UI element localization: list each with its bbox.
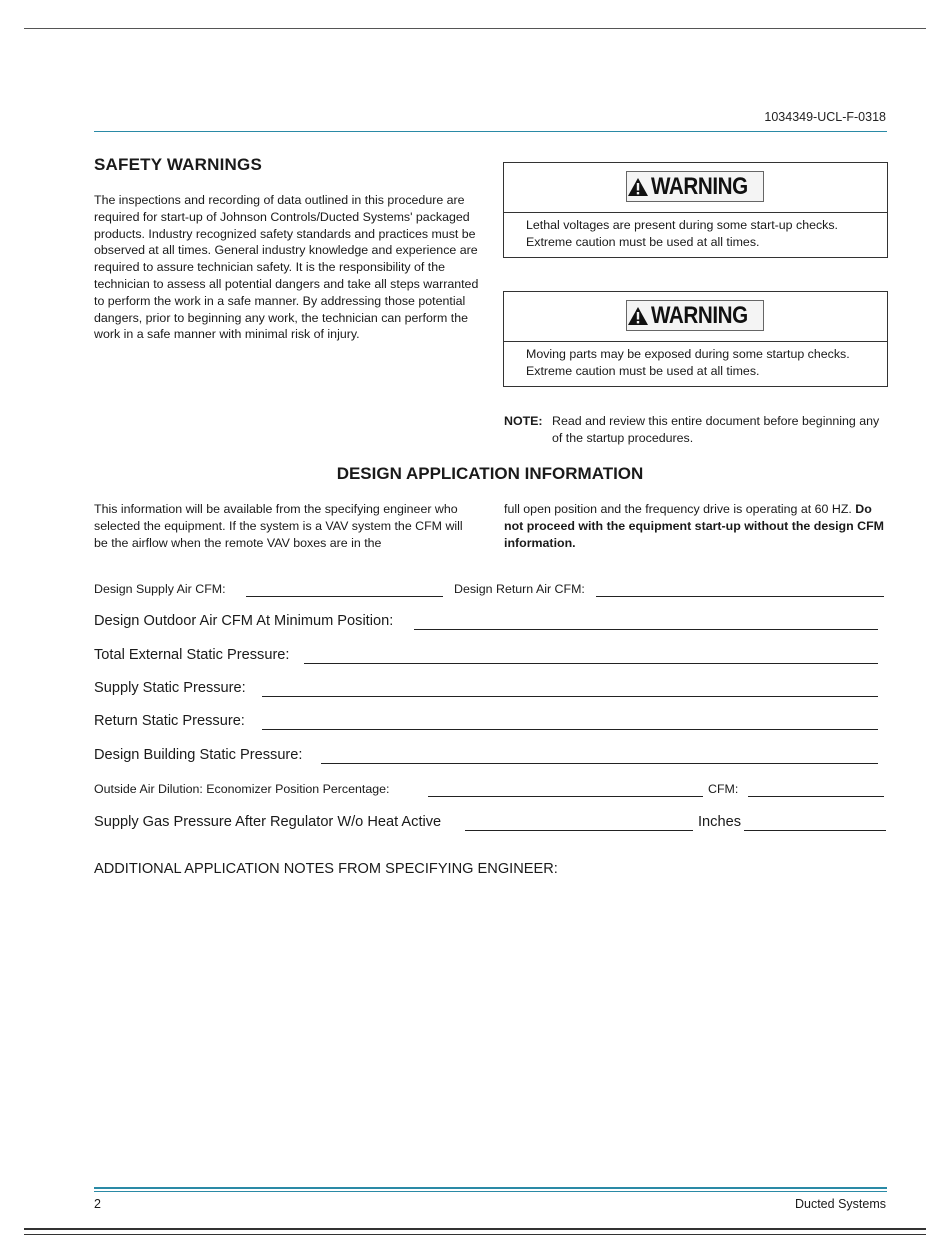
warning-box-voltage [503,162,888,258]
footer-rule-thin [94,1191,887,1192]
warning-badge [626,300,764,331]
total-external-static-field[interactable] [304,663,878,664]
page-number: 2 [94,1197,101,1211]
safety-warnings-text: The inspections and recording of data outlined in this procedure are required for start-up of Johnson Controls/Ducted Systems' packaged products. Industry recognized safety standards and practices must be observed at all times. General industry knowledge and experience are required to assure technician safety. It is the responsibility of the technician to assess all potential dangers and take all steps warranted to perform the work in a safe manner. By addressing those potential dangers, prior to beginning any work, the technician can perform the work in a safe manner with minimal risk of injury. [94,193,479,342]
design-supply-air-cfm-label: Design Supply Air CFM: [94,582,226,596]
bottom-rule [24,1228,926,1230]
total-external-static-label: Total External Static Pressure: [94,647,290,663]
safety-warnings-heading: SAFETY WARNINGS [94,155,262,174]
document-id: 1034349-UCL-F-0318 [764,110,886,124]
warning-triangle-icon [627,306,649,326]
supply-static-label: Supply Static Pressure: [94,680,246,696]
return-static-label: Return Static Pressure: [94,713,245,729]
warning-badge [626,171,764,202]
economizer-position-field[interactable] [428,796,703,797]
outdoor-air-cfm-field[interactable] [414,629,878,630]
gas-pressure-label: Supply Gas Pressure After Regulator W/o Heat Active [94,814,442,830]
economizer-position-label: Outside Air Dilution: Economizer Position Percentage: [94,782,390,796]
top-rule [24,28,926,29]
additional-notes-heading: ADDITIONAL APPLICATION NOTES FROM SPECIFYING ENGINEER: [94,861,558,877]
supply-static-field[interactable] [262,696,878,697]
footer-title: Ducted Systems [794,1197,886,1211]
design-application-heading: DESIGN APPLICATION INFORMATION [336,464,644,483]
design-return-air-cfm-label: Design Return Air CFM: [454,582,585,596]
cfm-field[interactable] [748,796,884,797]
warning-box-moving-parts [503,291,888,387]
warning-triangle-icon [627,177,649,197]
design-text-bold: Do not proceed with the equipment start-up without the design CFM information. [504,502,884,550]
building-static-field[interactable] [321,763,878,764]
footer-rule [94,1187,887,1189]
building-static-label: Design Building Static Pressure: [94,747,303,763]
design-text-right [504,501,889,552]
warning-label: WARNING [651,301,748,329]
cfm-label: CFM: [708,782,739,796]
warning-text: Moving parts may be exposed during some startup checks. Extreme caution must be used at all times. [526,347,850,378]
outdoor-air-cfm-label: Design Outdoor Air CFM At Minimum Position: [94,613,394,629]
note [504,413,889,447]
warning-text: Lethal voltages are present during some start-up checks. Extreme caution must be used at all times. [526,218,838,249]
note-label: NOTE: [504,414,543,428]
design-text-left: This information will be available from the specifying engineer who selected the equipment. If the system is a VAV system the CFM will be the airflow when the remote VAV boxes are in the [94,502,463,550]
warning-label: WARNING [651,172,748,200]
design-supply-air-cfm-field[interactable] [246,596,443,597]
design-return-air-cfm-field[interactable] [596,596,884,597]
return-static-field[interactable] [262,729,878,730]
gas-pressure-field[interactable] [465,830,693,831]
bottom-rule-thin [24,1234,926,1235]
design-text-plain: full open position and the frequency drive is operating at 60 HZ. [504,502,852,516]
inches-label: Inches [698,814,741,830]
header-rule [94,131,887,132]
inches-field[interactable] [744,830,886,831]
note-text: Read and review this entire document before beginning any of the startup procedures. [552,414,880,445]
